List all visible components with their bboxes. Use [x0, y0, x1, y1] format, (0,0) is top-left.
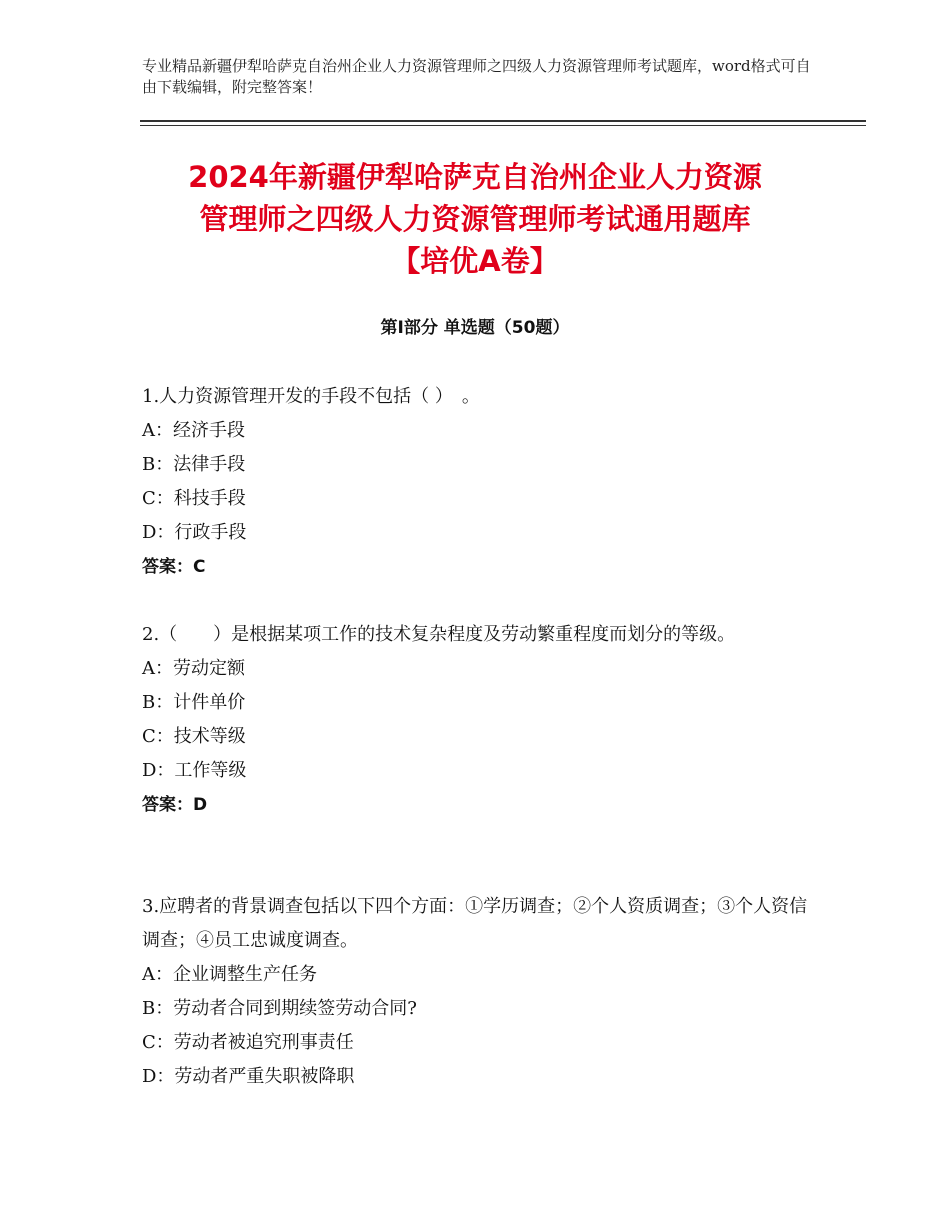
question-stem: 2.（ ）是根据某项工作的技术复杂程度及劳动繁重程度而划分的等级。 [142, 624, 736, 645]
option-d: D：劳动者严重失职被降职 [142, 1066, 355, 1087]
question-3 [142, 890, 812, 1094]
header-note: 专业精品新疆伊犁哈萨克自治州企业人力资源管理师之四级人力资源管理师考试题库，word格式可自由下载编辑，附完整答案！ [142, 57, 811, 96]
answer: 答案：C [142, 557, 206, 577]
option-d: D：工作等级 [142, 760, 247, 781]
question-stem: 1.人力资源管理开发的手段不包括（ ） 。 [142, 386, 480, 407]
question-stem: 3.应聘者的背景调查包括以下四个方面：①学历调查；②个人资质调查；③个人资信调查；④员工忠诚度调查。 [142, 896, 808, 951]
title-line: 2024年新疆伊犁哈萨克自治州企业人力资源 [188, 160, 762, 194]
question-1 [142, 380, 812, 584]
option-b: B：法律手段 [142, 454, 246, 475]
option-a: A：企业调整生产任务 [142, 964, 317, 985]
title-line: 【培优A卷】 [391, 244, 559, 278]
option-a: A：劳动定额 [142, 658, 245, 679]
option-b: B：劳动者合同到期续签劳动合同? [142, 998, 417, 1019]
answer: 答案：D [142, 795, 208, 815]
option-b: B：计件单价 [142, 692, 246, 713]
option-c: C：科技手段 [142, 488, 246, 509]
option-a: A：经济手段 [142, 420, 245, 441]
header-divider-thick [140, 120, 866, 122]
question-2 [142, 618, 812, 822]
option-c: C：技术等级 [142, 726, 246, 747]
option-d: D：行政手段 [142, 522, 247, 543]
document-title [100, 156, 850, 282]
option-c: C：劳动者被追究刑事责任 [142, 1032, 354, 1053]
header-divider-thin [140, 125, 866, 126]
title-line: 管理师之四级人力资源管理师考试通用题库 [199, 202, 751, 236]
section-title: 第Ⅰ部分 单选题（50题） [380, 318, 570, 338]
